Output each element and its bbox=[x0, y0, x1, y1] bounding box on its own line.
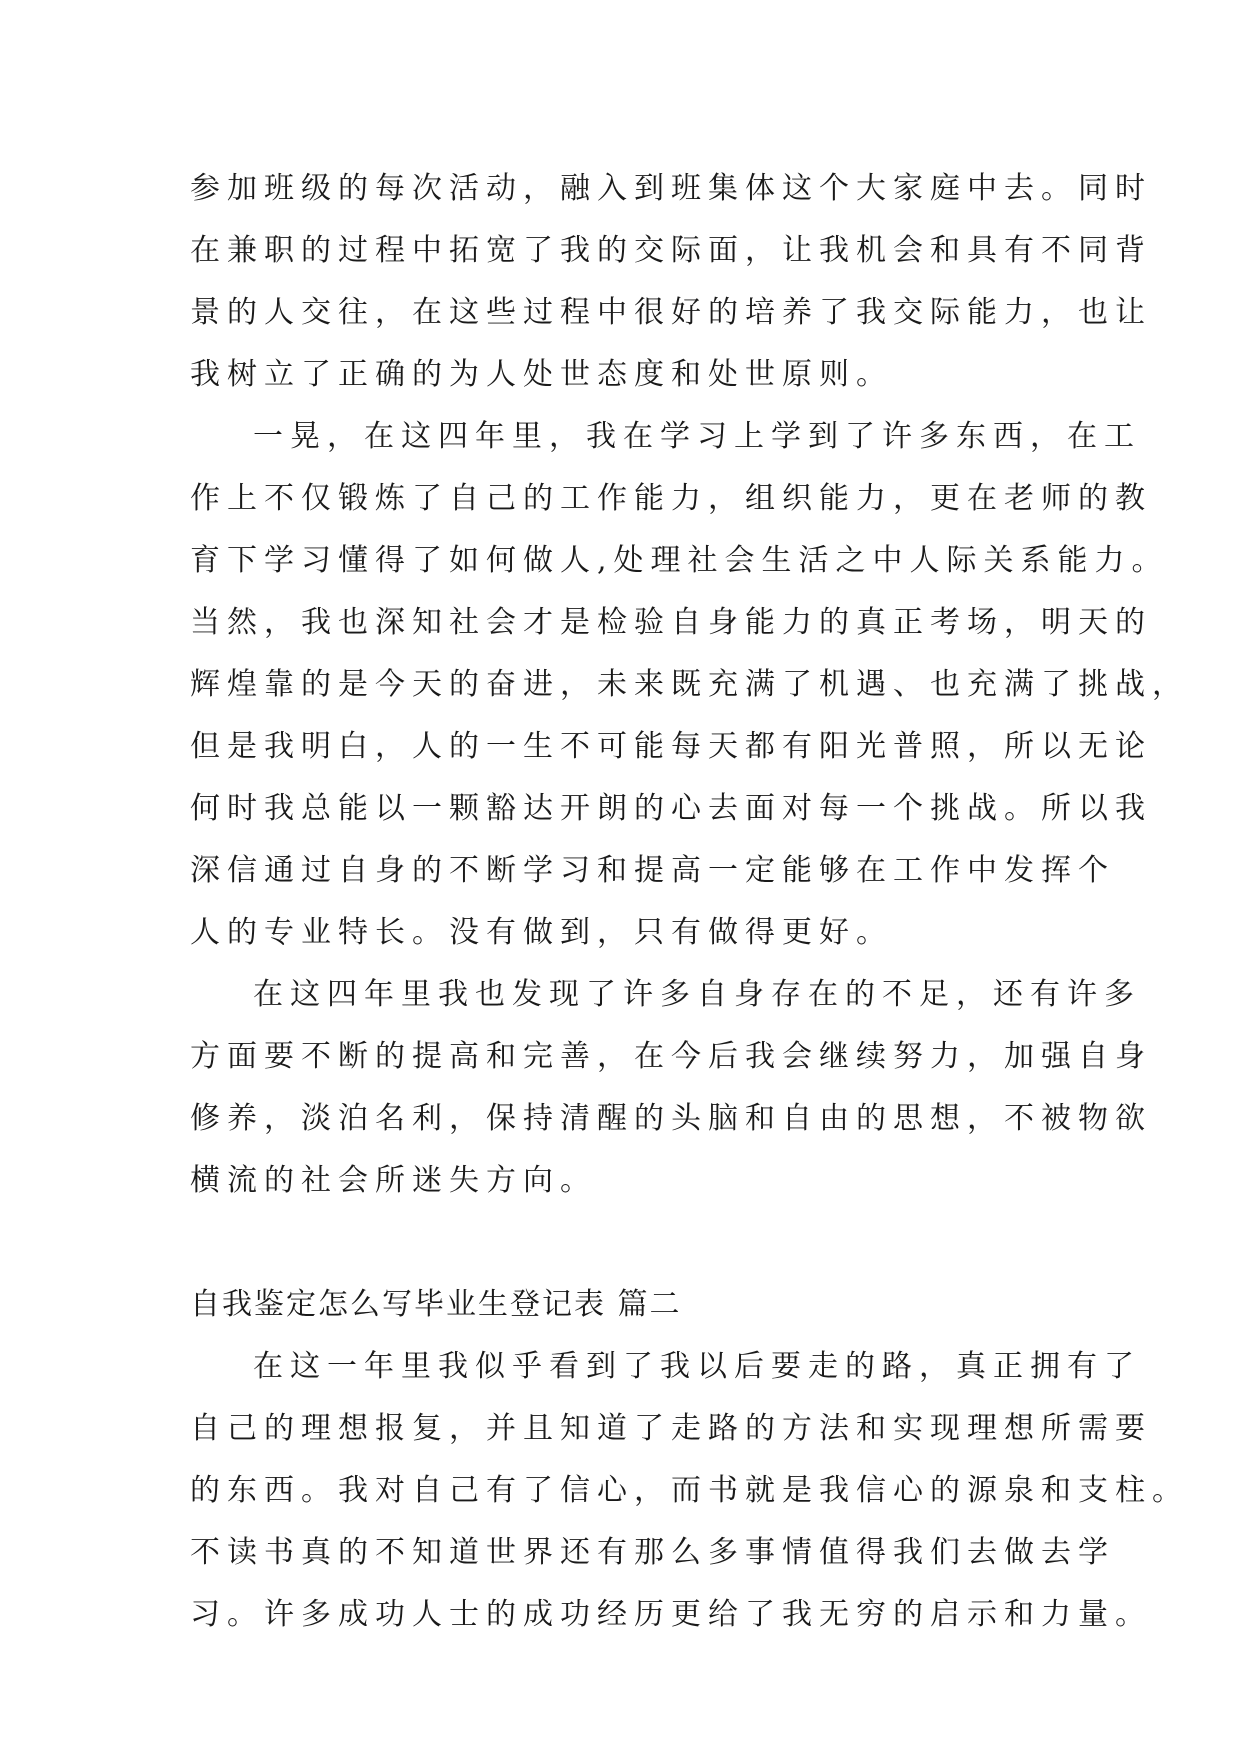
paragraph-line: 横流的社会所迷失方向。 bbox=[190, 1163, 597, 1198]
paragraph-2 bbox=[190, 406, 1189, 964]
section-heading: 自我鉴定怎么写毕业生登记表 篇二 bbox=[190, 1287, 682, 1322]
paragraph-line: 的东西。我对自己有了信心，而书就是我信心的源泉和支柱。 bbox=[190, 1473, 1189, 1508]
paragraph-line: 当然，我也深知社会才是检验自身能力的真正考场，明天的 bbox=[190, 605, 1152, 640]
paragraph-line: 但是我明白，人的一生不可能每天都有阳光普照，所以无论 bbox=[190, 729, 1152, 764]
paragraph-line: 深信通过自身的不断学习和提高一定能够在工作中发挥个 bbox=[190, 853, 1115, 888]
paragraph-line: 作上不仅锻炼了自己的工作能力，组织能力，更在老师的教 bbox=[190, 481, 1152, 516]
paragraph-line: 修养，淡泊名利，保持清醒的头脑和自由的思想，不被物欲 bbox=[190, 1101, 1152, 1136]
paragraph-line: 自己的理想报复，并且知道了走路的方法和实现理想所需要 bbox=[190, 1411, 1152, 1446]
paragraph-line: 在这四年里我也发现了许多自身存在的不足，还有许多 bbox=[253, 977, 1141, 1012]
paragraph-1 bbox=[190, 158, 1152, 406]
paragraph-line: 参加班级的每次活动，融入到班集体这个大家庭中去。同时 bbox=[190, 171, 1152, 206]
paragraph-line: 景的人交往，在这些过程中很好的培养了我交际能力，也让 bbox=[190, 295, 1152, 330]
paragraph-line: 方面要不断的提高和完善，在今后我会继续努力，加强自身 bbox=[190, 1039, 1152, 1074]
paragraph-line: 人的专业特长。没有做到，只有做得更好。 bbox=[190, 915, 893, 950]
paragraph-line: 习。许多成功人士的成功经历更给了我无穷的启示和力量。 bbox=[190, 1597, 1152, 1632]
paragraph-line: 在这一年里我似乎看到了我以后要走的路，真正拥有了 bbox=[253, 1349, 1141, 1384]
paragraph-3 bbox=[190, 964, 1152, 1212]
paragraph-line: 我树立了正确的为人处世态度和处世原则。 bbox=[190, 357, 893, 392]
paragraph-line: 何时我总能以一颗豁达开朗的心去面对每一个挑战。所以我 bbox=[190, 791, 1152, 826]
paragraph-line: 育下学习懂得了如何做人,处理社会生活之中人际关系能力。 bbox=[190, 543, 1169, 578]
paragraph-line: 一晃，在这四年里，我在学习上学到了许多东西，在工 bbox=[253, 419, 1141, 454]
paragraph-line: 在兼职的过程中拓宽了我的交际面，让我机会和具有不同背 bbox=[190, 233, 1152, 268]
section-paragraph bbox=[190, 1336, 1189, 1646]
blank-line bbox=[190, 1212, 1070, 1274]
document-body bbox=[190, 158, 1189, 1646]
paragraph-line: 不读书真的不知道世界还有那么多事情值得我们去做去学 bbox=[190, 1535, 1115, 1570]
paragraph-line: 辉煌靠的是今天的奋进，未来既充满了机遇、也充满了挑战， bbox=[190, 667, 1189, 702]
